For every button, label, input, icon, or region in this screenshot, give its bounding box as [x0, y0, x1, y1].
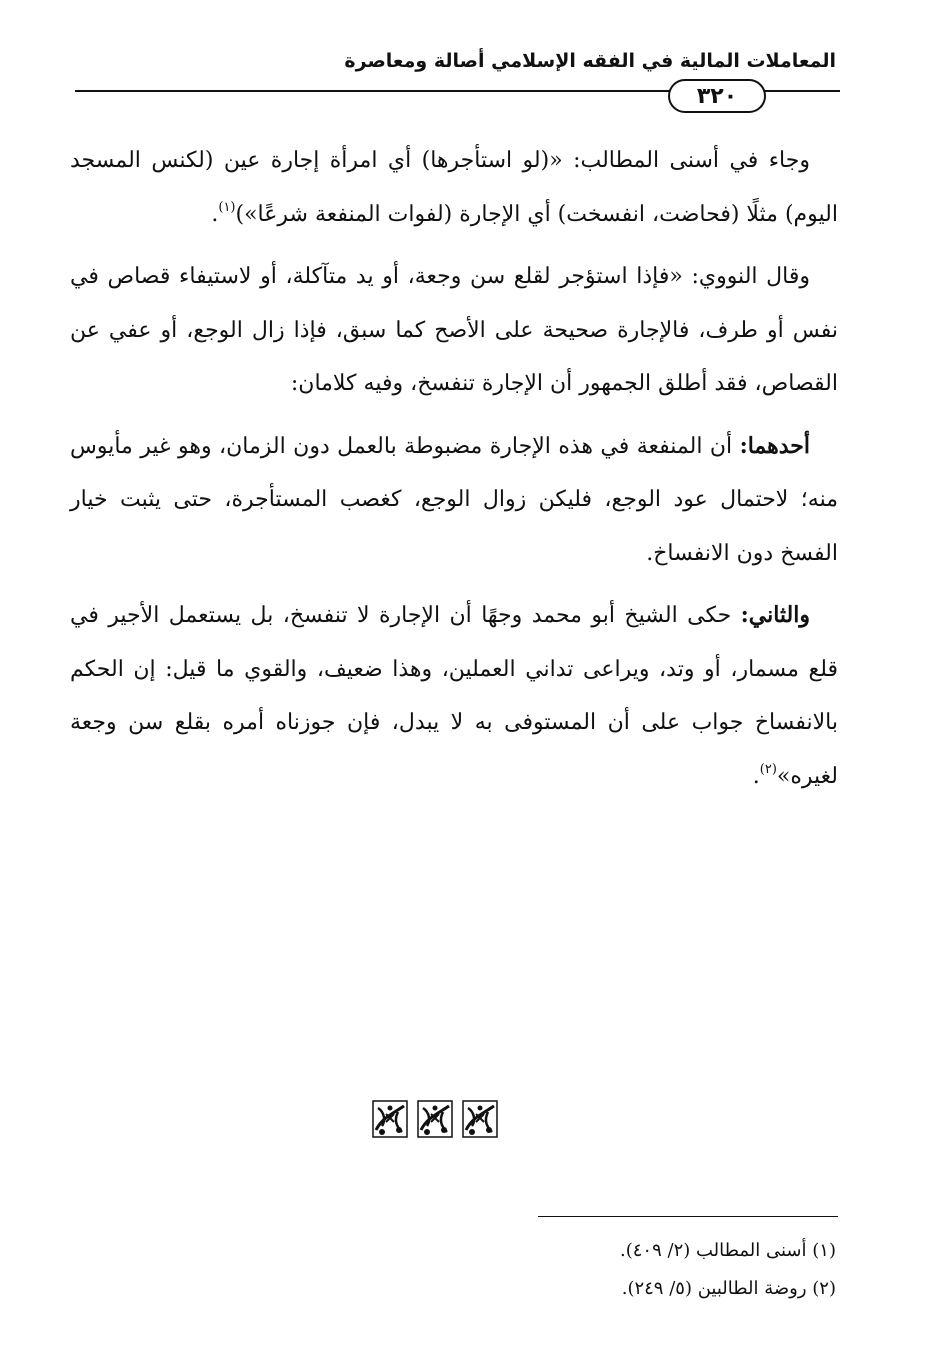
paragraph-4-text: حكى الشيخ أبو محمد وجهًا أن الإجارة لا تنفسخ، بل يستعمل الأجير في قلع مسمار، أو وتد، ويراعى تداني العملين، وهذا ضعيف، والقوي ما قيل: إن الحكم بالانفساخ جواب على أن المستوفى به لا يبدل، فإن جوزناه أمره بقلع سن وجعة لغيره» — [70, 603, 838, 789]
footnote-2-marker: (٢) — [812, 1278, 836, 1299]
paragraph-4 — [70, 589, 838, 803]
footnote-1 — [620, 1232, 836, 1270]
running-title: المعاملات المالية في الفقه الإسلامي أصالة ومعاصرة — [344, 50, 836, 72]
paragraph-1-text: وجاء في أسنى المطالب: «(لو استأجرها) أي امرأة إجارة عين (لكنس المسجد اليوم) مثلًا (فحاضت، انفسخت) أي الإجارة (لفوات المنفعة شرعًا») — [70, 148, 838, 227]
footnote-1-text: أسنى المطالب (٢/ ٤٠٩). — [620, 1240, 807, 1261]
floral-ornament-icon — [462, 1100, 498, 1138]
footnote-ref-1[interactable]: (١) — [218, 199, 236, 215]
paragraph-1-tail: . — [211, 201, 219, 227]
footnotes — [620, 1232, 836, 1308]
footnote-1-marker: (١) — [812, 1240, 836, 1261]
paragraph-4-tail: . — [752, 763, 760, 789]
page-number-text: ٣٢٠ — [696, 83, 738, 109]
main-text — [70, 134, 838, 812]
footnote-2-text: روضة الطالبين (٥/ ٢٤٩). — [621, 1278, 807, 1299]
paragraph-1 — [70, 134, 838, 241]
footnote-ref-2[interactable]: (٢) — [759, 761, 777, 777]
paragraph-3-text: أن المنفعة في هذه الإجارة مضبوطة بالعمل دون الزمان، وهو غير مأيوس منه؛ لاحتمال عود الوجع، فليكن زوال الوجع، كغصب المستأجرة، حتى يثبت خيار الفسخ دون الانفساخ. — [70, 433, 838, 566]
paragraph-4-lead: والثاني: — [740, 602, 810, 628]
paragraph-3-lead: أحدهما: — [739, 432, 810, 459]
floral-ornament-icon — [372, 1100, 408, 1138]
paragraph-2: وقال النووي: «فإذا استؤجر لقلع سن وجعة، أو يد متآكلة، أو لاستيفاء قصاص في نفس أو طرف، فالإجارة صحيحة على الأصح كما سبق، فإذا زال الوجع، أو عفي عن القصاص، فقد أطلق الجمهور أن الإجارة تنفسخ، وفيه كلامان: — [70, 264, 838, 396]
footnote-rule — [538, 1216, 838, 1217]
floral-ornament-icon — [417, 1100, 453, 1138]
section-divider-ornament — [372, 1100, 498, 1140]
footnote-2 — [620, 1270, 836, 1308]
paragraph-3 — [70, 420, 838, 581]
page-number — [668, 79, 766, 113]
